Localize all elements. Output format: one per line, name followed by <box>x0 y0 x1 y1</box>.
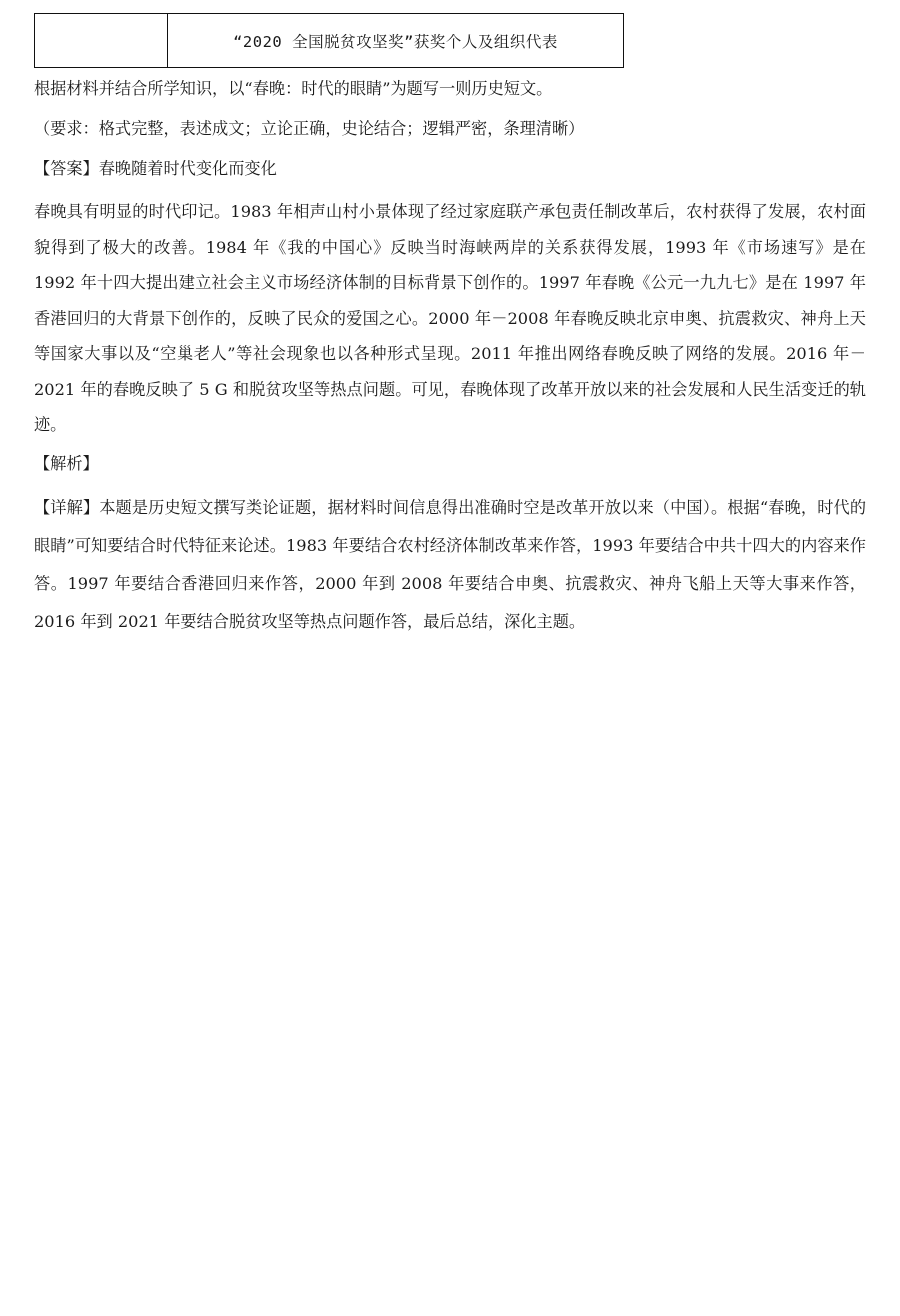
detail-label: 【详解】 <box>34 497 100 517</box>
question-content <box>34 74 866 647</box>
question-prompt: 根据材料并结合所学知识，以“春晚：时代的眼睛”为题写一则历史短文。 <box>34 79 553 98</box>
answer-body: 春晚具有明显的时代印记。1983 年相声山村小景体现了经过家庭联产承包责任制改革后，农村获得了发展，农村面貌得到了极大的改善。1984 年《我的中国心》反映当时海峡两岸的关系获得发展，1993 年《市场速写》是在 1992 年十四大提出建立社会主义市场经济体制的目标背景下创作的。1997 年春晚《公元一九九七》是在 1997 年香港回归的大背景下创作的，反映了民众的爱国之心。2000 年－2008 年春晚反映北京申奥、抗震救灾、神舟上天等国家大事以及“空巢老人”等社会现象也以各种形式呈现。2011 年推出网络春晚反映了网络的发展。2016 年－2021 年的春晚反映了 5 G 和脱贫攻坚等热点问题。可见，春晚体现了改革开放以来的社会发展和人民生活变迁的轨迹。 <box>34 202 866 434</box>
analysis-label: 【解析】 <box>34 453 99 473</box>
analysis-detail <box>34 489 866 641</box>
table-caption-cell: “2020 全国脱贫攻坚奖”获奖个人及组织代表 <box>233 32 558 51</box>
material-table-row <box>34 13 624 68</box>
answer-heading <box>34 154 866 184</box>
answer-label: 【答案】 <box>34 159 99 178</box>
table-empty-cell <box>35 14 168 67</box>
answer-title: 春晚随着时代变化而变化 <box>98 159 277 178</box>
detail-body: 本题是历史短文撰写类论证题，据材料时间信息得出准确时空是改革开放以来（中国）。根据“春晚，时代的眼睛”可知要结合时代特征来论述。1983 年要结合农村经济体制改革来作答，1993 年要结合中共十四大的内容来作答。1997 年要结合香港回归来作答，2000 年到 2008 年要结合申奥、抗震救灾、神舟飞船上天等大事来作答，2016 年到 2021 年要结合脱贫攻坚等热点问题作答，最后总结，深化主题。 <box>34 497 867 631</box>
question-requirements: （要求：格式完整，表述成文；立论正确，史论结合；逻辑严密，条理清晰） <box>34 119 585 138</box>
